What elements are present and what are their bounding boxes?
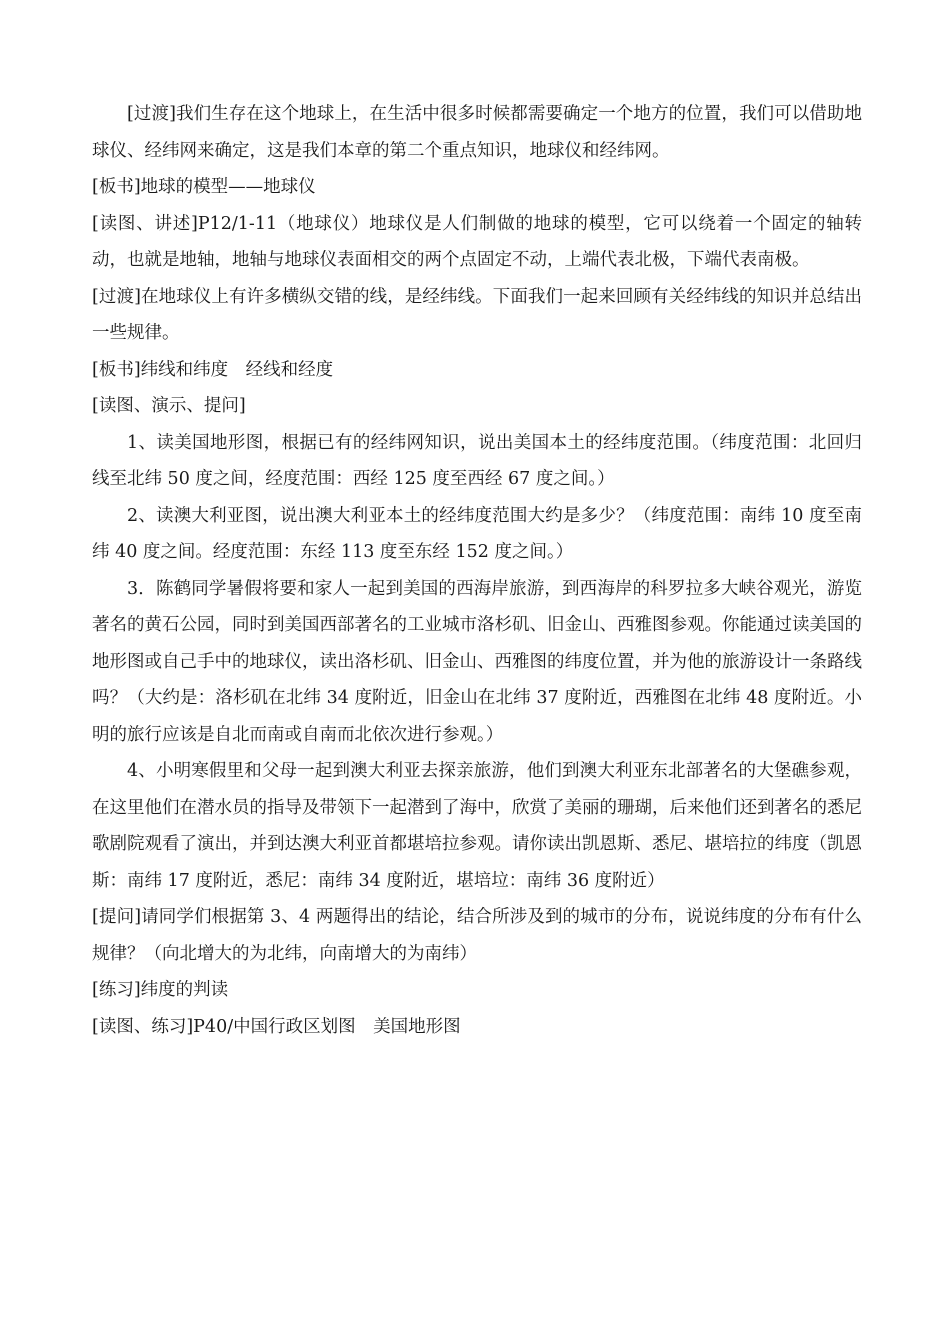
paragraph-read-practice-maps: [读图、练习]P40/中国行政区划图 美国地形图 [92, 1016, 461, 1037]
paragraph-board-globe-model: [板书]地球的模型——地球仪 [92, 177, 316, 197]
paragraph-question-4: 4、小明寒假里和父母一起到澳大利亚去探亲旅游，他们到澳大利亚东北部著名的大堡礁参观，在这里他们在潜水员的指导及带领下一起潜到了海中，欣赏了美丽的珊瑚，后来他们还到著名的悉尼歌剧院观看了演出，并到达澳大利亚首都堪培拉参观。请你读出凯恩斯、悉尼、堪培拉的纬度（凯恩斯：南纬 17 度附近，悉尼：南纬 34 度附近，堪培垃：南纬 36 度附近） [92, 761, 862, 891]
paragraph-question-1: 1、读美国地形图，根据已有的经纬网知识，说出美国本土的经纬度范围。（纬度范围：北回归线至北纬 50 度之间，经度范围：西经 125 度至西经 67 度之间。） [92, 432, 862, 489]
paragraph-question-2: 2、读澳大利亚图，说出澳大利亚本土的经纬度范围大约是多少？（纬度范围：南纬 10 度至南纬 40 度之间。经度范围：东经 113 度至东经 152 度之间。） [92, 505, 862, 562]
document-body [92, 96, 862, 1045]
paragraph-ask-pattern: [提问]请同学们根据第 3、4 两题得出的结论，结合所涉及到的城市的分布，说说纬度的分布有什么规律？（向北增大的为北纬，向南增大的为南纬） [92, 907, 862, 964]
paragraph-question-3: 3．陈鹤同学暑假将要和家人一起到美国的西海岸旅游，到西海岸的科罗拉多大峡谷观光，游览著名的黄石公园，同时到美国西部著名的工业城市洛杉矶、旧金山、西雅图参观。你能通过读美国的地形图或自己手中的地球仪，读出洛杉矶、旧金山、西雅图的纬度位置，并为他的旅游设计一条路线吗？（大约是：洛杉矶在北纬 34 度附近，旧金山在北纬 37 度附近，西雅图在北纬 48 度附近。小明的旅行应该是自北而南或自南而北依次进行参观。） [92, 578, 862, 745]
paragraph-read-explain-globe: [读图、讲述]P12/1-11（地球仪）地球仪是人们制做的地球的模型，它可以绕着一个固定的轴转动，也就是地轴，地轴与地球仪表面相交的两个点固定不动，上端代表北极，下端代表南极。 [92, 213, 862, 270]
paragraph-read-demo-ask: [读图、演示、提问] [92, 396, 246, 416]
paragraph-practice-latitude: [练习]纬度的判读 [92, 980, 229, 1000]
paragraph-transition-1: [过渡]我们生存在这个地球上，在生活中很多时候都需要确定一个地方的位置，我们可以借助地球仪、经纬网来确定，这是我们本章的第二个重点知识，地球仪和经纬网。 [92, 104, 862, 161]
paragraph-transition-2: [过渡]在地球仪上有许多横纵交错的线，是经纬线。下面我们一起来回顾有关经纬线的知识并总结出一些规律。 [92, 286, 862, 343]
paragraph-board-latitude-longitude: [板书]纬线和纬度 经线和经度 [92, 359, 334, 380]
